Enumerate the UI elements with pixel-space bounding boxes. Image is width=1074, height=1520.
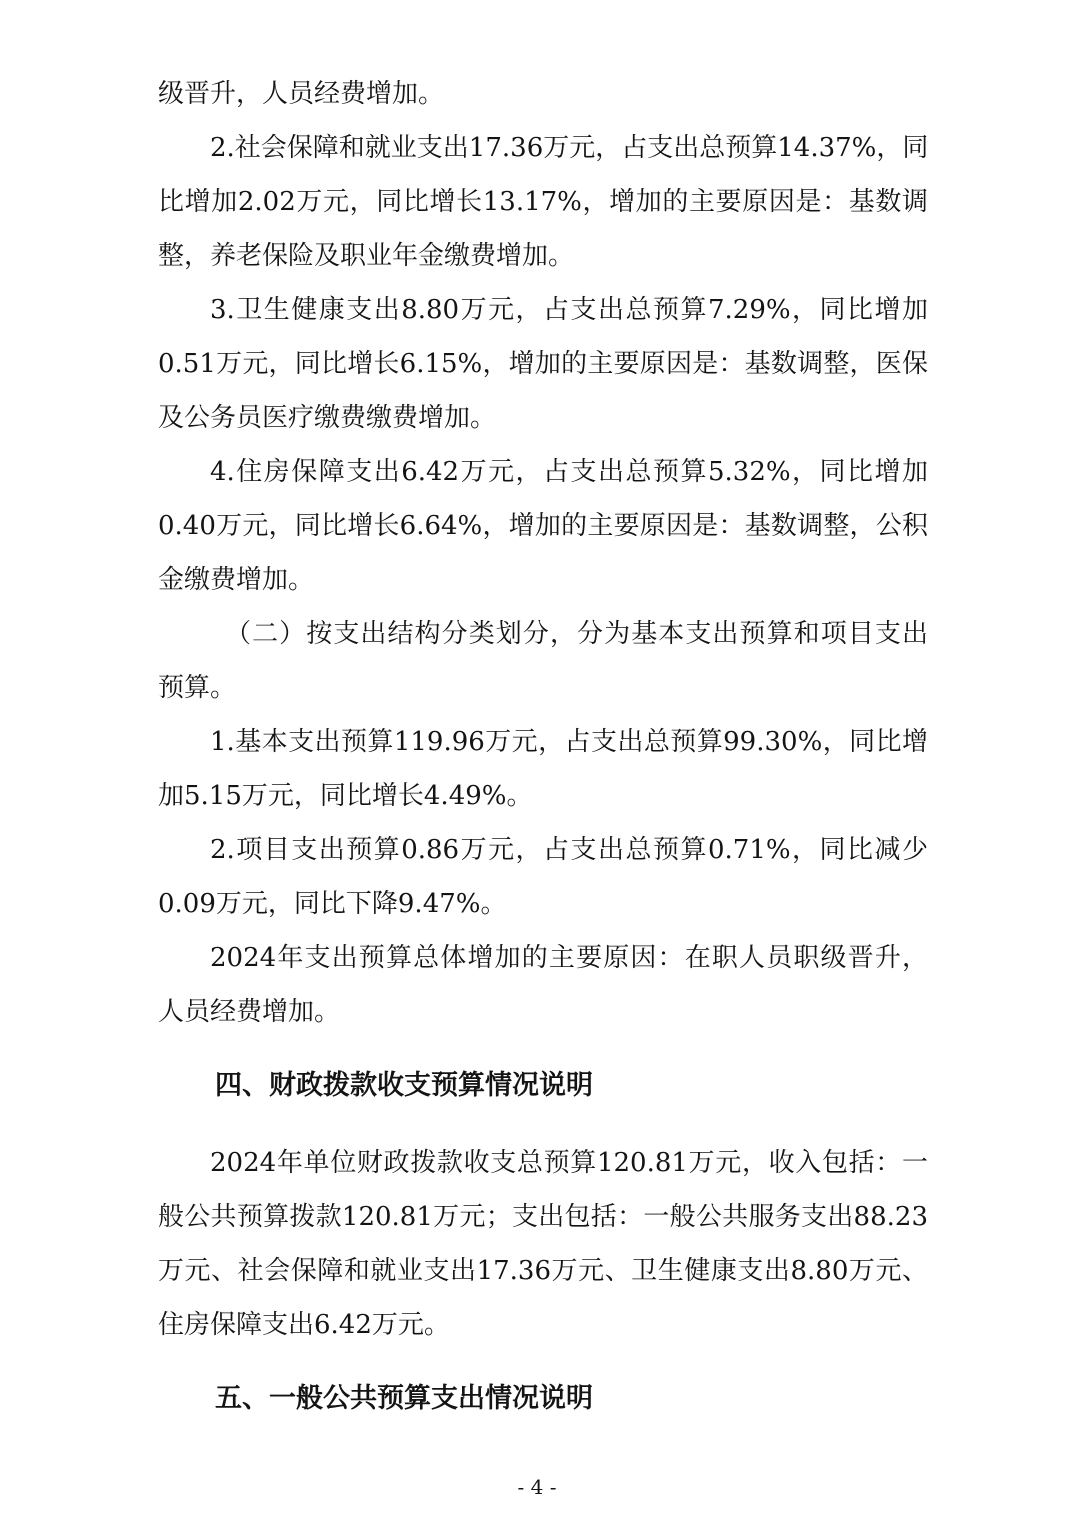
text-line: 万元、社会保障和就业支出17.36万元、卫生健康支出8.80万元、 [158,1256,928,1286]
text-line: 人员经费增加。 [158,997,341,1027]
text-line: 4.住房保障支出6.42万元，占支出总预算5.32%，同比增加 [210,457,928,487]
section-heading-four: 四、财政拨款收支预算情况说明 [215,1070,593,1101]
text-line: 及公务员医疗缴费缴费增加。 [158,403,497,433]
text-line: 3.卫生健康支出8.80万元，占支出总预算7.29%，同比增加 [210,295,928,325]
text-line: 1.基本支出预算119.96万元，占支出总预算99.30%，同比增 [210,727,928,757]
text-line: 般公共预算拨款120.81万元；支出包括：一般公共服务支出88.23 [158,1202,928,1232]
text-line: 2.项目支出预算0.86万元，占支出总预算0.71%，同比减少 [210,835,928,865]
text-line: 2024年支出预算总体增加的主要原因：在职人员职级晋升， [210,943,928,973]
text-line: 加5.15万元，同比增长4.49%。 [158,781,533,811]
text-line: 金缴费增加。 [158,565,315,595]
text-line: 2024年单位财政拨款收支总预算120.81万元，收入包括：一 [210,1148,928,1178]
text-line: 预算。 [158,673,237,703]
text-line: 0.51万元，同比增长6.15%，增加的主要原因是：基数调整，医保 [158,349,928,379]
subsection-heading-line: （二）按支出结构分类划分，分为基本支出预算和项目支出 [225,619,928,649]
page-number: - 4 - [517,1475,557,1499]
text-line: 2.社会保障和就业支出17.36万元，占支出总预算14.37%，同 [210,133,928,163]
text-line: 住房保障支出6.42万元。 [158,1310,450,1340]
text-line: 0.40万元，同比增长6.64%，增加的主要原因是：基数调整，公积 [158,511,928,541]
text-line: 级晋升，人员经费增加。 [158,79,445,109]
section-heading-five: 五、一般公共预算支出情况说明 [215,1383,593,1414]
text-line: 比增加2.02万元，同比增长13.17%，增加的主要原因是：基数调 [158,187,928,217]
text-line: 整，养老保险及职业年金缴费增加。 [158,241,575,271]
text-line: 0.09万元，同比下降9.47%。 [158,889,507,919]
